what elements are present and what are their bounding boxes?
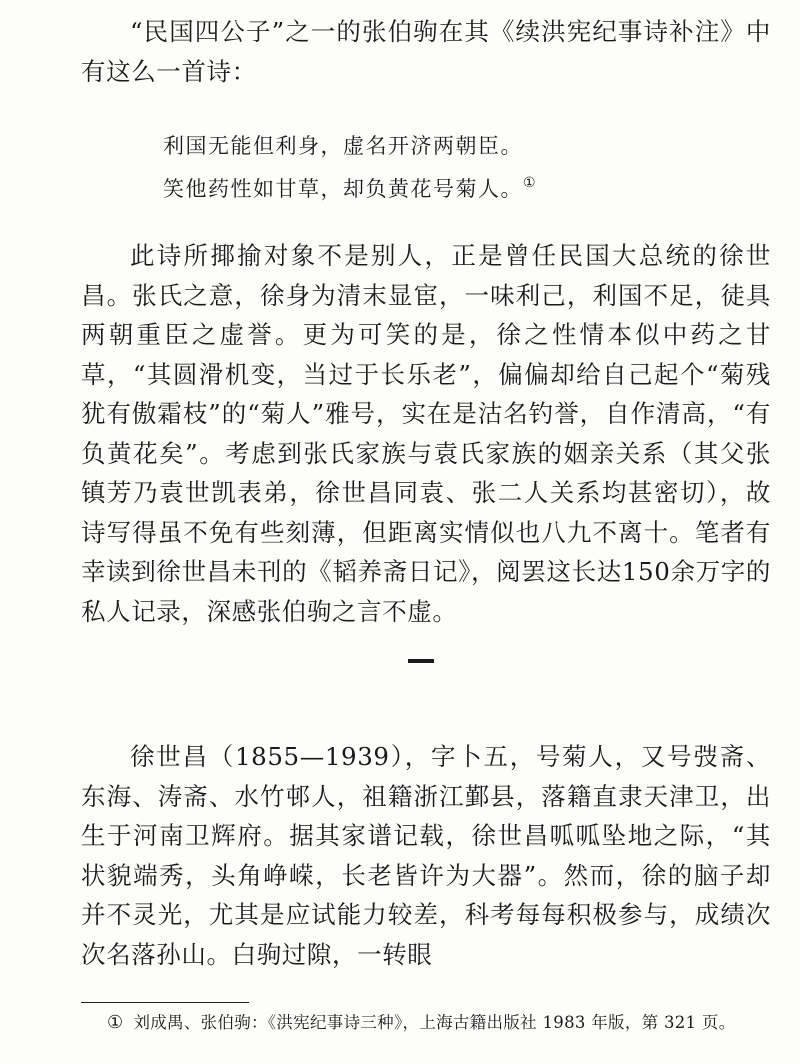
- footnote-reference-mark: ①: [523, 175, 536, 191]
- paragraph-commentary: 此诗所揶揄对象不是别人，正是曾任民国大总统的徐世昌。张氏之意，徐身为清末显宦，一味利己，利国不足，徒具两朝重臣之虚誉。更为可笑的是，徐之性情本似中药之甘草，“其圆滑机变，当过于长乐老”，偏偏却给自己起个“菊残犹有傲霜枝”的“菊人”雅号，实在是沽名钓誉，自作清高，“有负黄花矣”。考虑到张氏家族与袁氏家族的姻亲关系（其父张镇芳乃袁世凯表弟，徐世昌同袁、张二人关系均甚密切），故诗写得虽不免有些刻薄，但距离实情似也八九不离十。笔者有幸读到徐世昌未刊的《韬养斋日记》，阅罢这长达150余万字的私人记录，深感张伯驹之言不虚。: [81, 241, 771, 626]
- footnote-divider: [81, 1002, 249, 1003]
- paragraph-biography: 徐世昌（1855—1939），字卜五，号菊人，又号弢斋、东海、涛斋、水竹邨人，祖籍浙江鄞县，落籍直隶天津卫，出生于河南卫辉府。据其家谱记载，徐世昌呱呱坠地之际，“其状貌端秀，头角峥嵘，长老皆许为大器”。然而，徐的脑子却并不灵光，尤其是应试能力较差，科考每每积极参与，成绩次次名落孙山。白驹过隙，一转眼: [81, 742, 771, 969]
- footnote-text: 刘成禺、张伯驹：《洪宪纪事诗三种》，上海古籍出版社 1983 年版，第 321 页。: [133, 1013, 736, 1032]
- footnote-mark: ①: [107, 1012, 124, 1033]
- paragraph-intro: “民国四公子”之一的张伯驹在其《续洪宪纪事诗补注》中有这么一首诗：: [81, 17, 771, 86]
- poem-line-1: 利国无能但利身，虚名开济两朝臣。: [163, 134, 523, 158]
- poem-line-2: [163, 164, 536, 208]
- poem-line-2-text: 笑他药性如甘草，却负黄花号菊人。: [163, 177, 523, 201]
- section-number-one: [408, 659, 434, 663]
- footnote: [107, 1010, 736, 1036]
